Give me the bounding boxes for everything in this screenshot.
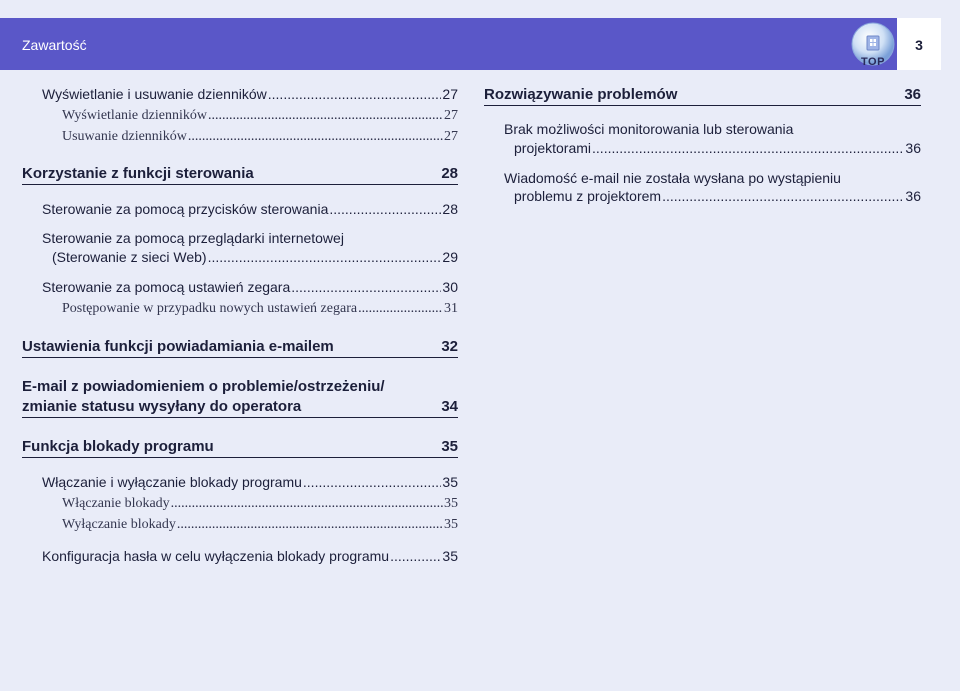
toc-entry[interactable]: projektorami ..... 36 xyxy=(514,140,921,156)
toc-entry[interactable]: Włączanie blokady ..... 35 xyxy=(62,496,458,512)
header-bar xyxy=(0,18,897,70)
toc-section-heading[interactable]: Funkcja blokady programu 35 xyxy=(22,438,458,458)
toc-entry[interactable]: Postępowanie w przypadku nowych ustawień zegara ..... 31 xyxy=(62,301,458,317)
toc-entry[interactable]: Sterowanie za pomocą ustawień zegara ..... 30 xyxy=(42,279,458,295)
page-number: 3 xyxy=(915,37,923,53)
toc-entry-line[interactable]: Brak możliwości monitorowania lub sterowania xyxy=(504,121,794,137)
toc-section-heading[interactable]: zmianie statusu wysyłany do operatora 34 xyxy=(22,398,458,418)
toc-entry-line[interactable]: Sterowanie za pomocą przeglądarki internetowej xyxy=(42,230,344,246)
top-button-label: TOP xyxy=(861,56,885,68)
toc-entry[interactable]: Wyłączanie blokady ..... 35 xyxy=(62,517,458,533)
toc-entry[interactable]: Sterowanie za pomocą przycisków sterowania ..... 28 xyxy=(42,201,458,217)
toc-section-heading[interactable]: Rozwiązywanie problemów 36 xyxy=(484,86,921,106)
toc-entry[interactable]: problemu z projektorem ..... 36 xyxy=(514,188,921,204)
toc-entry[interactable]: Usuwanie dzienników ..... 27 xyxy=(62,129,458,145)
toc-section-heading-line[interactable]: E-mail z powiadomieniem o problemie/ostrzeżeniu/ xyxy=(22,378,385,395)
toc-entry[interactable]: Wyświetlanie i usuwanie dzienników ..... 27 xyxy=(42,86,458,102)
page-title: Zawartość xyxy=(22,37,87,53)
toc-section-heading[interactable]: Korzystanie z funkcji sterowania 28 xyxy=(22,165,458,185)
top-button[interactable] xyxy=(849,22,897,70)
toc-entry-line[interactable]: Wiadomość e-mail nie została wysłana po wystąpieniu xyxy=(504,170,841,186)
toc-entry[interactable]: Wyświetlanie dzienników ..... 27 xyxy=(62,108,458,124)
toc-section-heading[interactable]: Ustawienia funkcji powiadamiania e-mailem 32 xyxy=(22,338,458,358)
toc-entry[interactable]: Konfiguracja hasła w celu wyłączenia blokady programu ..... 35 xyxy=(42,548,458,564)
toc-entry[interactable]: Włączanie i wyłączanie blokady programu ..... 35 xyxy=(42,474,458,490)
page-number-box xyxy=(897,18,941,70)
toc-entry[interactable]: (Sterowanie z sieci Web) ..... 29 xyxy=(52,249,458,265)
